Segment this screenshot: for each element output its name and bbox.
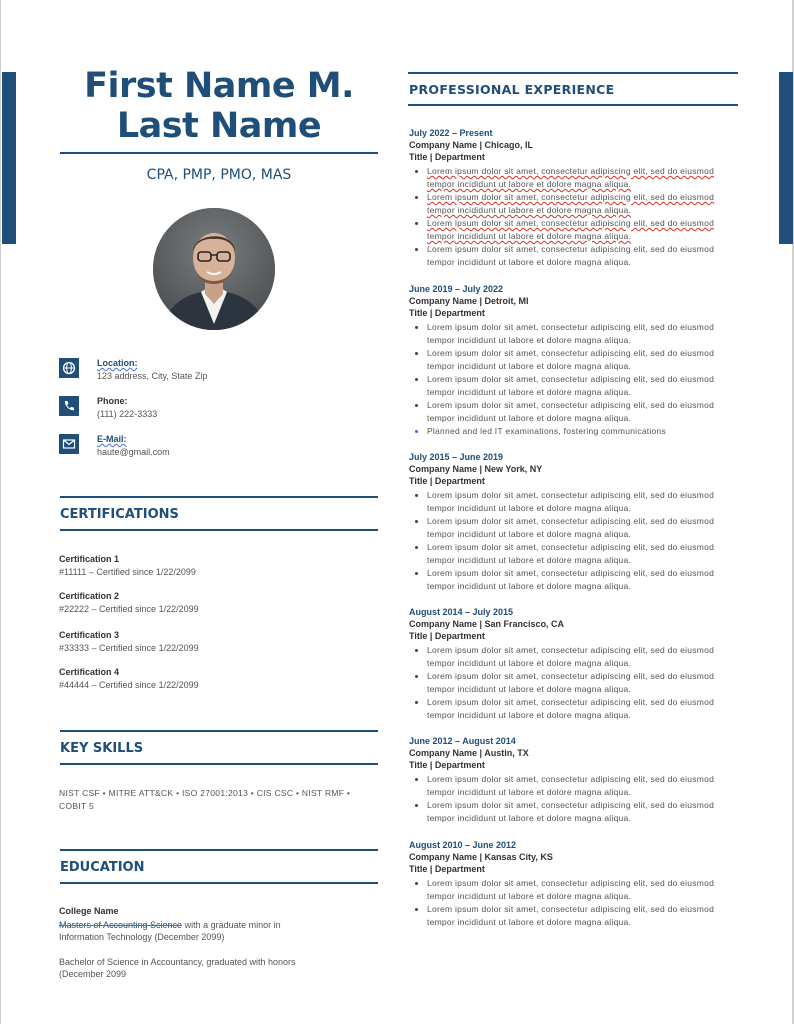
job-bullet: • Lorem ipsum dolor sit amet, consectetur adipiscing elit, sed do eiusmod tempor incididunt ut labore et dolore magna aliqua. — [427, 347, 739, 373]
experience-rule-bottom — [408, 104, 738, 106]
certifications-rule-top — [60, 496, 378, 498]
bachelor-line-2: (December 2099 — [59, 969, 127, 979]
job-bullet: • Lorem ipsum dolor sit amet, consectetur adipiscing elit, sed do eiusmod tempor incididunt ut labore et dolore magna aliqua. — [427, 773, 739, 799]
job-bullet: • Planned and led IT examinations, fostering communications — [427, 425, 739, 438]
job-bullet: • Lorem ipsum dolor sit amet, consectetur adipiscing elit, sed do eiusmod tempor incididunt ut labore et dolore magna aliqua. — [427, 165, 739, 191]
experience-rule-top — [408, 72, 738, 74]
job-entry — [409, 451, 739, 593]
job-bullets — [409, 489, 739, 593]
page-edge-left — [0, 0, 1, 1024]
certification-name: Certification 4 — [59, 667, 120, 677]
job-bullets — [409, 644, 739, 722]
certification-name: Certification 3 — [59, 630, 120, 640]
job-bullet: • Lorem ipsum dolor sit amet, consectetur adipiscing elit, sed do eiusmod tempor incididunt ut labore et dolore magna aliqua. — [427, 541, 739, 567]
job-title: Title | Department — [409, 631, 485, 641]
degree-line-2: Information Technology (December 2099) — [59, 932, 225, 942]
job-company: Company Name | New York, NY — [409, 464, 543, 474]
phone-value: (111) 222-3333 — [97, 409, 158, 419]
certifications-title: CERTIFICATIONS — [60, 507, 179, 522]
certification-name: Certification 1 — [59, 554, 120, 564]
job-entry — [409, 735, 739, 825]
certification-item — [59, 554, 359, 577]
job-bullets — [409, 321, 739, 438]
credentials: CPA, PMP, PMO, MAS — [146, 167, 292, 183]
profile-photo — [153, 208, 275, 330]
phone-label: Phone: — [97, 396, 128, 406]
email-value: haute@gmail.com — [97, 447, 170, 457]
job-bullet: • Lorem ipsum dolor sit amet, consectetur adipiscing elit, sed do eiusmod tempor incididunt ut labore et dolore magna aliqua. — [427, 799, 739, 825]
job-entry — [409, 839, 739, 929]
job-company: Company Name | Detroit, MI — [409, 296, 529, 306]
job-bullet: • Lorem ipsum dolor sit amet, consectetur adipiscing elit, sed do eiusmod tempor incididunt ut labore et dolore magna aliqua. — [427, 217, 739, 243]
experience-title: PROFESSIONAL EXPERIENCE — [409, 82, 615, 97]
email-label: E-Mail: — [97, 434, 127, 444]
certification-detail: #33333 – Certified since 1/22/2099 — [59, 643, 199, 653]
name-divider — [60, 152, 378, 154]
certification-item — [59, 591, 359, 614]
certification-detail: #22222 – Certified since 1/22/2099 — [59, 604, 199, 614]
certification-detail: #44444 – Certified since 1/22/2099 — [59, 680, 199, 690]
job-bullet: • Lorem ipsum dolor sit amet, consectetur adipiscing elit, sed do eiusmod tempor incididunt ut labore et dolore magna aliqua. — [427, 243, 739, 269]
job-title: Title | Department — [409, 152, 485, 162]
education-rule-top — [60, 849, 378, 851]
globe-icon — [59, 358, 79, 378]
job-company: Company Name | Austin, TX — [409, 748, 529, 758]
skills-rule-top — [60, 730, 378, 732]
job-entry — [409, 127, 739, 269]
job-dates: June 2019 – July 2022 — [409, 284, 504, 294]
name-last: Last Name — [116, 106, 322, 146]
certification-item — [59, 667, 359, 690]
skills-rule-bottom — [60, 763, 378, 765]
job-dates: August 2014 – July 2015 — [409, 607, 514, 617]
location-value: 123 address, City, State Zip — [97, 371, 208, 381]
job-bullet: • Lorem ipsum dolor sit amet, consectetur adipiscing elit, sed do eiusmod tempor incididunt ut labore et dolore magna aliqua. — [427, 903, 739, 929]
accent-bar-left — [2, 72, 16, 244]
degree-rest: with a graduate minor in — [182, 920, 281, 930]
job-title: Title | Department — [409, 864, 485, 874]
job-bullet: • Lorem ipsum dolor sit amet, consectetur adipiscing elit, sed do eiusmod tempor incididunt ut labore et dolore magna aliqua. — [427, 489, 739, 515]
job-title: Title | Department — [409, 308, 485, 318]
location-label: Location: — [97, 358, 138, 368]
job-bullet: • Lorem ipsum dolor sit amet, consectetur adipiscing elit, sed do eiusmod tempor incididunt ut labore et dolore magna aliqua. — [427, 567, 739, 593]
degree-line — [59, 919, 379, 931]
job-company: Company Name | Kansas City, KS — [409, 852, 553, 862]
college-name: College Name — [59, 906, 119, 916]
job-title: Title | Department — [409, 476, 485, 486]
job-bullet: • Lorem ipsum dolor sit amet, consectetur adipiscing elit, sed do eiusmod tempor incididunt ut labore et dolore magna aliqua. — [427, 373, 739, 399]
job-bullets — [409, 165, 739, 269]
job-bullets — [409, 877, 739, 929]
job-bullets — [409, 773, 739, 825]
mail-icon — [59, 434, 79, 454]
job-bullet: • Lorem ipsum dolor sit amet, consectetur adipiscing elit, sed do eiusmod tempor incididunt ut labore et dolore magna aliqua. — [427, 877, 739, 903]
phone-icon — [59, 396, 79, 416]
job-dates: June 2012 – August 2014 — [409, 736, 516, 746]
job-company: Company Name | San Francisco, CA — [409, 619, 565, 629]
certifications-rule-bottom — [60, 529, 378, 531]
job-bullet: • Lorem ipsum dolor sit amet, consectetur adipiscing elit, sed do eiusmod tempor incididunt ut labore et dolore magna aliqua. — [427, 696, 739, 722]
job-bullet: • Lorem ipsum dolor sit amet, consectetur adipiscing elit, sed do eiusmod tempor incididunt ut labore et dolore magna aliqua. — [427, 321, 739, 347]
job-entry — [409, 283, 739, 438]
job-company: Company Name | Chicago, IL — [409, 140, 534, 150]
certification-name: Certification 2 — [59, 591, 120, 601]
job-entry — [409, 606, 739, 722]
skills-title: KEY SKILLS — [60, 741, 144, 756]
education-title: EDUCATION — [60, 860, 145, 875]
bachelor-line-1: Bachelor of Science in Accountancy, graduated with honors — [59, 957, 296, 967]
accent-bar-right — [779, 72, 793, 244]
degree-link[interactable]: Masters of Accounting Science — [59, 920, 183, 930]
job-title: Title | Department — [409, 760, 485, 770]
education-rule-bottom — [60, 882, 378, 884]
job-dates: August 2010 – June 2012 — [409, 840, 517, 850]
job-bullet: • Lorem ipsum dolor sit amet, consectetur adipiscing elit, sed do eiusmod tempor incididunt ut labore et dolore magna aliqua. — [427, 191, 739, 217]
job-bullet: • Lorem ipsum dolor sit amet, consectetur adipiscing elit, sed do eiusmod tempor incididunt ut labore et dolore magna aliqua. — [427, 670, 739, 696]
certification-detail: #11111 – Certified since 1/22/2099 — [59, 567, 196, 577]
skills-list: NIST CSF • MITRE ATT&CK • ISO 27001:2013 • CIS CSC • NIST RMF • COBIT 5 — [59, 788, 351, 811]
job-bullet: • Lorem ipsum dolor sit amet, consectetur adipiscing elit, sed do eiusmod tempor incididunt ut labore et dolore magna aliqua. — [427, 515, 739, 541]
job-dates: July 2015 – June 2019 — [409, 452, 504, 462]
job-bullet: • Lorem ipsum dolor sit amet, consectetur adipiscing elit, sed do eiusmod tempor incididunt ut labore et dolore magna aliqua. — [427, 399, 739, 425]
job-bullet: • Lorem ipsum dolor sit amet, consectetur adipiscing elit, sed do eiusmod tempor incididunt ut labore et dolore magna aliqua. — [427, 644, 739, 670]
name-block — [60, 66, 378, 146]
name-first: First Name M. — [84, 66, 354, 106]
job-dates: July 2022 – Present — [409, 128, 493, 138]
certification-item — [59, 630, 359, 653]
